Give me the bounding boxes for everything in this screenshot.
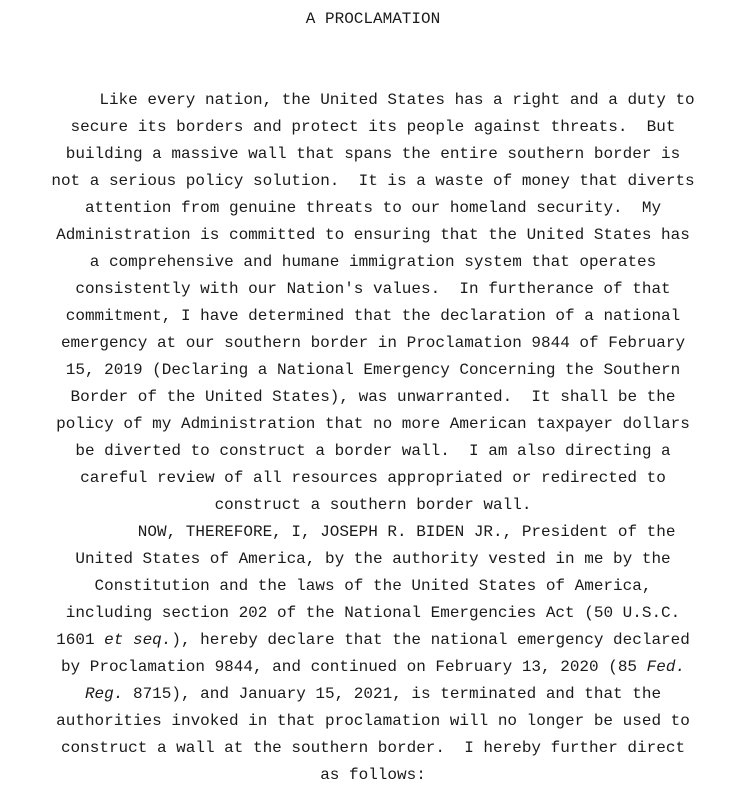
text-line: consistently with our Nation's values. In furtherance of that — [75, 280, 671, 298]
document-title: A PROCLAMATION — [305, 10, 441, 28]
text-line: secure its borders and protect its people against threats. But — [70, 118, 676, 136]
text-line: including section 202 of the National Emergencies Act (50 U.S.C. — [65, 604, 681, 622]
text-line: as follows: — [320, 766, 426, 784]
text-line: attention from genuine threats to our homeland security. My — [84, 199, 662, 217]
text-line: NOW, THEREFORE, I, JOSEPH R. BIDEN JR., President of the — [70, 523, 676, 541]
text-line: Constitution and the laws of the United States of America, — [94, 577, 652, 595]
text-line — [0, 630, 746, 650]
text-line — [0, 657, 746, 677]
text-line: not a serious policy solution. It is a waste of money that diverts — [51, 172, 695, 190]
text-line: be diverted to construct a border wall. I am also directing a — [75, 442, 671, 460]
text-line: construct a wall at the southern border. I hereby further direct — [60, 739, 686, 757]
text-line: policy of my Administration that no more American taxpayer dollars — [56, 415, 690, 433]
text-line: authorities invoked in that proclamation will no longer be used to — [56, 712, 690, 730]
text-line: Administration is committed to ensuring that the United States has — [56, 226, 690, 244]
text-line: United States of America, by the authority vested in me by the — [75, 550, 671, 568]
text-line: 15, 2019 (Declaring a National Emergency Concerning the Southern — [65, 361, 681, 379]
text-segment: by Proclamation 9844, and continued on February 13, 2020 (85 — [60, 658, 647, 676]
text-line: Like every nation, the United States has a right and a duty to — [51, 91, 695, 109]
text-line: Border of the United States), was unwarranted. It shall be the — [70, 388, 676, 406]
text-segment: ), hereby declare that the national emergency declared — [171, 631, 690, 649]
text-line: emergency at our southern border in Proclamation 9844 of February — [60, 334, 686, 352]
text-line: commitment, I have determined that the declaration of a national — [65, 307, 681, 325]
text-segment: 1601 — [56, 631, 105, 649]
italic-citation: Reg. — [84, 685, 124, 703]
italic-citation: et seq. — [104, 631, 172, 649]
text-line: construct a southern border wall. — [214, 496, 532, 514]
text-line: careful review of all resources appropriated or redirected to — [80, 469, 666, 487]
text-segment: 8715), and January 15, 2021, is terminated and that the — [123, 685, 662, 703]
italic-citation: Fed. — [646, 658, 686, 676]
text-line — [0, 684, 746, 704]
text-line: building a massive wall that spans the entire southern border is — [65, 145, 681, 163]
text-line: a comprehensive and humane immigration system that operates — [89, 253, 657, 271]
